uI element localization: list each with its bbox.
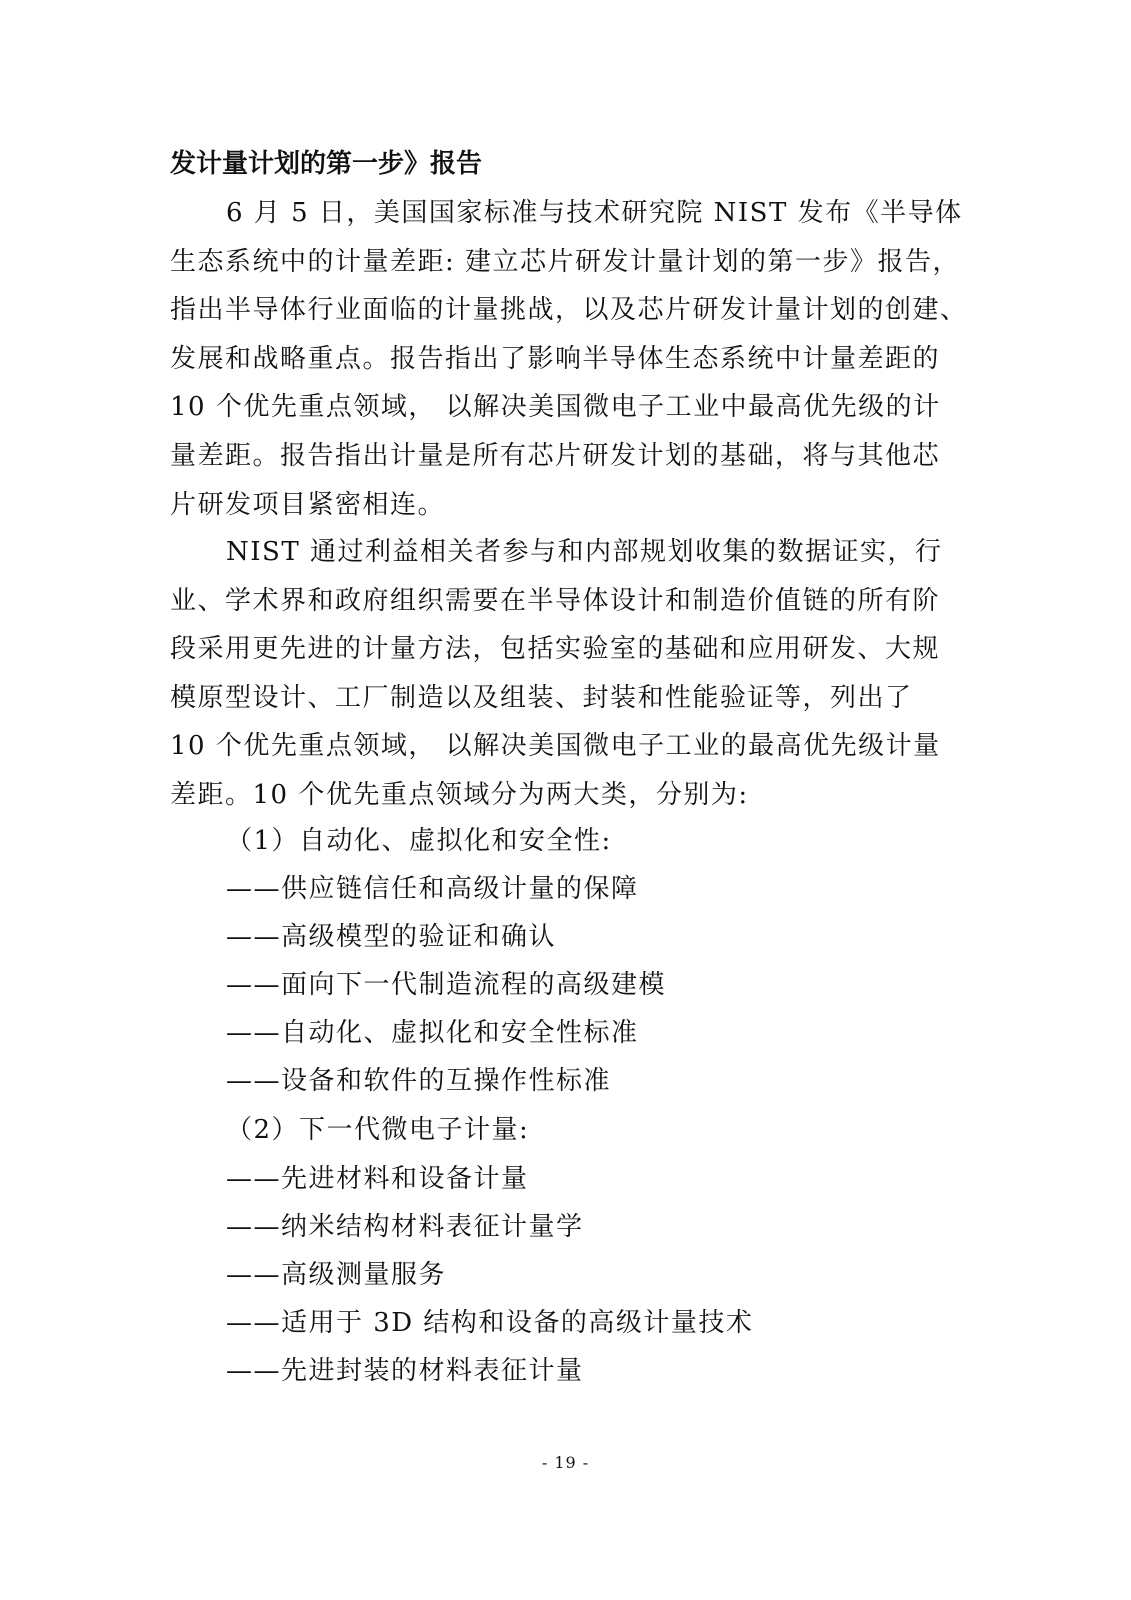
section-heading: 发计量计划的第一步》报告 [170, 149, 483, 179]
text-line: NIST 通过利益相关者参与和内部规划收集的数据证实，行 [226, 537, 943, 567]
list-item: ——适用于 3D 结构和设备的高级计量技术 [226, 1308, 754, 1338]
text-line: 10 个优先重点领域， 以解决美国微电子工业的最高优先级计量 [170, 731, 941, 762]
list-item: ——供应链信任和高级计量的保障 [226, 874, 639, 904]
text-line: 差距。10 个优先重点领域分为两大类，分别为: [170, 779, 749, 810]
list-item: ——先进封装的材料表征计量 [226, 1356, 584, 1386]
text-line: 量差距。报告指出计量是所有芯片研发计划的基础，将与其他芯 [170, 440, 941, 471]
list-item: ——设备和软件的互操作性标准 [226, 1066, 612, 1096]
text-line: 业、学术界和政府组织需要在半导体设计和制造价值链的所有阶 [170, 585, 941, 616]
text-line: 指出半导体行业面临的计量挑战，以及芯片研发计量计划的创建、 [170, 295, 968, 326]
list-item: ——自动化、虚拟化和安全性标准 [226, 1018, 639, 1048]
text-line: 段采用更先进的计量方法，包括实验室的基础和应用研发、大规 [170, 634, 941, 665]
text-line: 10 个优先重点领域， 以解决美国微电子工业中最高优先级的计 [170, 392, 941, 423]
text-line: 生态系统中的计量差距: 建立芯片研发计量计划的第一步》报告， [170, 246, 961, 277]
text-line: 发展和战略重点。报告指出了影响半导体生态系统中计量差距的 [170, 343, 941, 374]
list-item: ——面向下一代制造流程的高级建模 [226, 970, 667, 1000]
list-item: ——高级模型的验证和确认 [226, 922, 557, 952]
list-item: ——先进材料和设备计量 [226, 1164, 529, 1194]
list-item: ——纳米结构材料表征计量学 [226, 1212, 584, 1242]
paragraph-2 [170, 528, 960, 820]
text-line: 片研发项目紧密相连。 [170, 489, 446, 520]
category-heading: （2）下一代微电子计量: [226, 1115, 530, 1145]
text-line: 模原型设计、工厂制造以及组装、封装和性能验证等，列出了 [170, 682, 913, 713]
category-heading: （1）自动化、虚拟化和安全性: [226, 826, 612, 856]
list-item: ——高级测量服务 [226, 1260, 447, 1290]
page-number: - 19 - [541, 1453, 590, 1472]
text-line: 6 月 5 日，美国国家标准与技术研究院 NIST 发布《半导体 [226, 198, 963, 228]
paragraph-1 [170, 189, 968, 529]
